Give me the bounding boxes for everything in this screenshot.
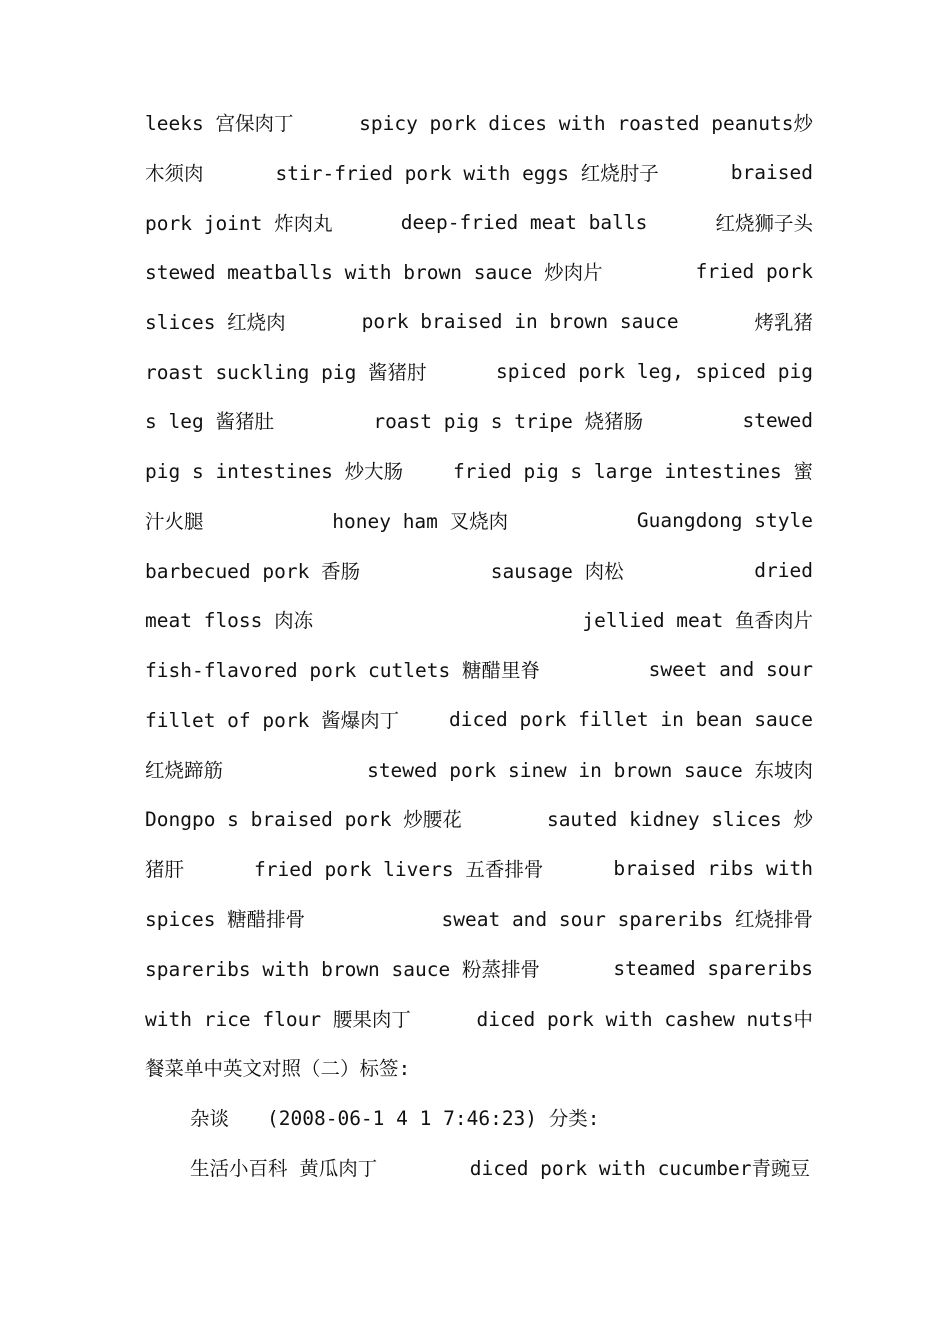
- text-segment: Guangdong style: [636, 508, 813, 532]
- text-segment: spices 糖醋排骨: [145, 908, 306, 931]
- text-segment: with rice flour 腰果肉丁: [145, 1008, 411, 1031]
- text-segment: leeks 宫保肉丁: [145, 112, 294, 135]
- text-segment: roast pig s tripe 烧猪肠: [373, 410, 644, 433]
- text-segment: 木须肉: [145, 162, 204, 185]
- text-segment: braised: [730, 160, 813, 184]
- text-line-7: [145, 405, 813, 435]
- text-line-19: [145, 1003, 813, 1033]
- text-line-3: [145, 207, 813, 237]
- text-line-17: [145, 903, 813, 933]
- text-line-5: [145, 306, 813, 336]
- text-segment: 餐菜单中英文对照（二）标签:: [145, 1057, 411, 1080]
- text-segment: sauted kidney slices 炒: [546, 808, 813, 831]
- text-segment: stir-fried pork with eggs 红烧肘子: [275, 162, 659, 185]
- text-segment: sausage 肉松: [490, 560, 624, 583]
- text-line-8: [145, 455, 813, 485]
- text-segment: fillet of pork 酱爆肉丁: [145, 709, 400, 732]
- text-segment: steamed spareribs: [613, 956, 813, 980]
- text-segment: jellied meat 鱼香肉片: [582, 609, 813, 632]
- text-segment: spicy pork dices with roasted peanuts炒: [359, 112, 813, 135]
- text-segment: fried pork: [695, 259, 813, 283]
- text-segment: stewed meatballs with brown sauce 炒肉片: [145, 261, 603, 284]
- text-segment: 杂谈: [190, 1107, 230, 1130]
- text-segment: 红烧蹄筋: [145, 759, 224, 782]
- text-line-1: [145, 107, 813, 137]
- text-line-15: [145, 803, 813, 833]
- text-segment: 烤乳猪: [754, 311, 813, 334]
- text-segment: spareribs with brown sauce 粉蒸排骨: [145, 958, 540, 981]
- text-segment: deep-fried meat balls: [400, 210, 648, 234]
- text-segment: stewed: [742, 408, 813, 432]
- text-segment: s leg 酱猪肚: [145, 410, 274, 433]
- text-line-21: [190, 1102, 810, 1132]
- text-segment: fried pork livers 五香排骨: [254, 858, 544, 881]
- text-line-20: [145, 1052, 813, 1082]
- text-segment: dried: [754, 558, 813, 582]
- text-line-22: [190, 1152, 810, 1182]
- text-segment: pork joint 炸肉丸: [145, 212, 333, 235]
- text-segment: fried pig s large intestines 蜜: [453, 460, 813, 483]
- text-segment: braised ribs with: [613, 856, 813, 880]
- text-segment: stewed pork sinew in brown sauce 东坡肉: [367, 759, 813, 782]
- text-segment: (2008-06-1 4 1 7:46:23) 分类:: [267, 1107, 600, 1130]
- text-line-10: [145, 555, 813, 585]
- text-segment: sweat and sour spareribs 红烧排骨: [441, 908, 813, 931]
- text-segment: sweet and sour: [648, 657, 813, 681]
- text-segment: diced pork fillet in bean sauce: [449, 707, 813, 731]
- text-segment: 生活小百科 黄瓜肉丁: [190, 1157, 378, 1180]
- text-segment: honey ham 叉烧肉: [332, 510, 509, 533]
- text-line-11: [145, 604, 813, 634]
- text-segment: fish-flavored pork cutlets 糖醋里脊: [145, 659, 540, 682]
- text-segment: meat floss 肉冻: [145, 609, 314, 632]
- text-line-12: [145, 654, 813, 684]
- text-line-18: [145, 953, 813, 983]
- text-segment: Dongpo s braised pork 炒腰花: [145, 808, 462, 831]
- text-segment: diced pork with cucumber青豌豆: [469, 1157, 810, 1180]
- text-line-13: [145, 704, 813, 734]
- text-line-4: [145, 256, 813, 286]
- text-segment: pork braised in brown sauce: [361, 309, 679, 333]
- text-line-2: [145, 157, 813, 187]
- text-segment: roast suckling pig 酱猪肘: [145, 361, 427, 384]
- text-line-9: [145, 505, 813, 535]
- text-segment: slices 红烧肉: [145, 311, 286, 334]
- text-line-16: [145, 853, 813, 883]
- text-segment: 红烧狮子头: [715, 212, 813, 235]
- text-segment: spiced pork leg, spiced pig: [496, 359, 813, 383]
- text-segment: barbecued pork 香肠: [145, 560, 361, 583]
- text-segment: pig s intestines 炒大肠: [145, 460, 404, 483]
- text-line-6: [145, 356, 813, 386]
- text-segment: diced pork with cashew nuts中: [476, 1008, 813, 1031]
- text-segment: 猪肝: [145, 858, 185, 881]
- text-line-14: [145, 754, 813, 784]
- text-segment: 汁火腿: [145, 510, 204, 533]
